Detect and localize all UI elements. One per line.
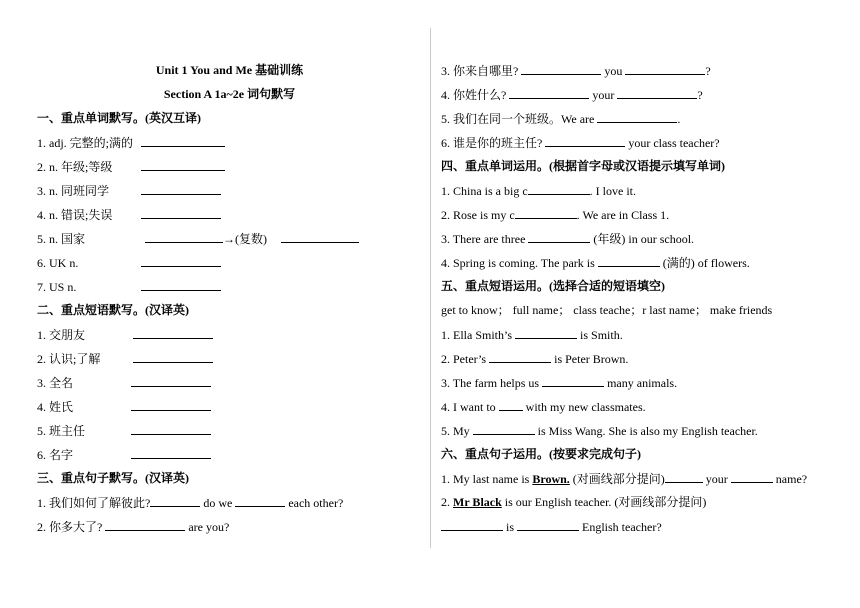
phrase-item-2: 2. 认识;了解 (37, 351, 213, 366)
answer-blank[interactable] (131, 447, 211, 459)
word-use-item-4: 4. Spring is coming. The park is (满的) of flowers. (441, 256, 750, 270)
page-title: Unit 1 You and Me 基础训练 (155, 63, 304, 77)
answer-blank[interactable] (515, 207, 577, 219)
answer-blank[interactable] (133, 351, 213, 363)
word-item-2: 2. n. 年级;等级 (37, 159, 225, 174)
sentence-use-item-1: 1. My last name is Brown. (对画线部分提问) your name? (441, 472, 808, 486)
answer-blank[interactable] (133, 327, 213, 339)
answer-blank[interactable] (625, 63, 705, 75)
underlined-answer: Brown. (532, 472, 570, 486)
word-item-1: 1. adj. 完整的;满的 (37, 135, 225, 150)
word-item-5: 5. n. 国家 →(复数) (37, 231, 359, 246)
phrase-use-item-4: 4. I want to with my new classmates. (441, 400, 646, 414)
word-item-4: 4. n. 错误;失误 (37, 207, 221, 222)
answer-blank[interactable] (528, 183, 590, 195)
answer-blank[interactable] (509, 87, 589, 99)
answer-blank[interactable] (105, 519, 185, 531)
section-4-heading: 四、重点单词运用。(根据首字母或汉语提示填写单词) (441, 159, 725, 173)
answer-blank[interactable] (665, 471, 703, 483)
phrase-options: get to know； full name； class teache；r last name； make friends (441, 303, 773, 317)
answer-blank[interactable] (141, 279, 221, 291)
answer-blank[interactable] (528, 231, 590, 243)
answer-blank[interactable] (145, 231, 223, 243)
answer-blank[interactable] (235, 495, 285, 507)
sentence-item-4: 4. 你姓什么? your ? (441, 88, 703, 102)
answer-blank[interactable] (617, 87, 697, 99)
plural-note: →(复数) (223, 232, 267, 246)
section-1-heading: 一、重点单词默写。(英汉互译) (37, 111, 201, 125)
section-6-heading: 六、重点句子运用。(按要求完成句子) (441, 447, 641, 461)
answer-blank[interactable] (150, 495, 200, 507)
answer-blank[interactable] (489, 351, 551, 363)
answer-blank[interactable] (441, 519, 503, 531)
sentence-item-2: 2. 你多大了? are you? (37, 520, 230, 534)
section-5-heading: 五、重点短语运用。(选择合适的短语填空) (441, 279, 665, 293)
word-item-3: 3. n. 同班同学 (37, 183, 221, 198)
sentence-use-item-2: 2. Mr Black is our English teacher. (对画线部分提问) (441, 495, 707, 509)
phrase-use-item-1: 1. Ella Smith’s is Smith. (441, 328, 623, 342)
answer-blank[interactable] (542, 375, 604, 387)
answer-blank[interactable] (141, 135, 225, 147)
answer-blank[interactable] (499, 399, 523, 411)
answer-blank[interactable] (141, 207, 221, 219)
answer-blank[interactable] (131, 375, 211, 387)
answer-blank[interactable] (517, 519, 579, 531)
sentence-item-3: 3. 你来自哪里? you ? (441, 64, 711, 78)
answer-blank[interactable] (598, 255, 660, 267)
column-divider (430, 28, 431, 548)
word-use-item-3: 3. There are three (年级) in our school. (441, 232, 695, 246)
word-use-item-2: 2. Rose is my c . We are in Class 1. (441, 208, 670, 222)
answer-blank[interactable] (521, 63, 601, 75)
section-2-heading: 二、重点短语默写。(汉译英) (37, 303, 189, 317)
phrase-item-3: 3. 全名 (37, 375, 211, 390)
sentence-item-5: 5. 我们在同一个班级。We are . (441, 112, 681, 126)
phrase-use-item-2: 2. Peter’s is Peter Brown. (441, 352, 629, 366)
phrase-item-6: 6. 名字 (37, 447, 211, 462)
answer-blank[interactable] (515, 327, 577, 339)
answer-blank[interactable] (473, 423, 535, 435)
word-item-6: 6. UK n. (37, 255, 221, 270)
sentence-item-6: 6. 谁是你的班主任? your class teacher? (441, 136, 720, 150)
answer-blank[interactable] (141, 183, 221, 195)
sentence-item-1: 1. 我们如何了解彼此? do we each other? (37, 496, 344, 510)
page-subtitle: Section A 1a~2e 词句默写 (163, 87, 296, 101)
answer-blank[interactable] (281, 231, 359, 243)
word-use-item-1: 1. China is a big c . I love it. (441, 184, 636, 198)
answer-blank[interactable] (545, 135, 625, 147)
word-item-7: 7. US n. (37, 279, 221, 294)
phrase-item-5: 5. 班主任 (37, 423, 211, 438)
sentence-use-item-2-answer: is English teacher? (441, 519, 662, 534)
answer-blank[interactable] (131, 423, 211, 435)
underlined-answer: Mr Black (453, 495, 502, 509)
answer-blank[interactable] (131, 399, 211, 411)
answer-blank[interactable] (731, 471, 773, 483)
section-3-heading: 三、重点句子默写。(汉译英) (37, 471, 189, 485)
answer-blank[interactable] (597, 111, 677, 123)
answer-blank[interactable] (141, 255, 221, 267)
phrase-item-1: 1. 交朋友 (37, 327, 213, 342)
phrase-use-item-3: 3. The farm helps us many animals. (441, 376, 678, 390)
answer-blank[interactable] (141, 159, 225, 171)
phrase-item-4: 4. 姓氏 (37, 399, 211, 414)
phrase-use-item-5: 5. My is Miss Wang. She is also my English teacher. (441, 424, 758, 438)
